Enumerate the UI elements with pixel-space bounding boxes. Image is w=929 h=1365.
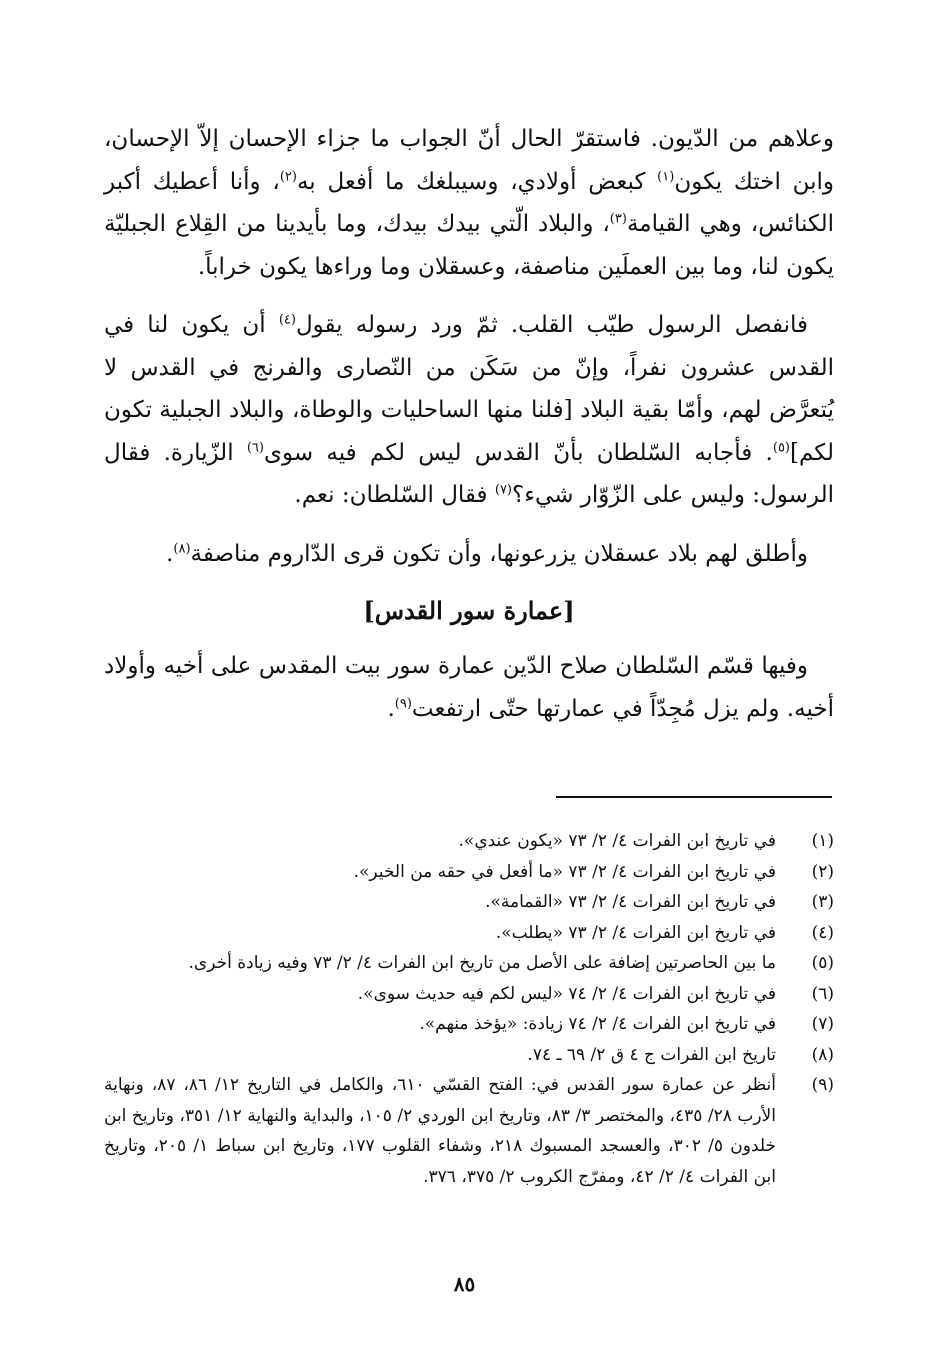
- footnote-ref: (٧): [494, 482, 512, 498]
- section-heading: [عمارة سور القدس]: [363, 596, 575, 625]
- text-run: الزّيارة. فقال الرسول: وليس على الزّوّار شيء؟: [104, 439, 834, 508]
- text-run: أن يكون لنا في القدس عشرون نفراً، وإنّ من سَكَن من النّصارى والفرنج في القدس لا يُتعرَّض لهم، وأمّا بقية البلاد [فلنا منها الساحليات والوطاة، والبلاد الجبلية تكون لكم]: [104, 312, 834, 466]
- text-run: وأطلق لهم بلاد عسقلان يزرعونها، وأن تكون قرى الدّاروم مناصفة: [190, 540, 808, 567]
- footnote-number: (٧): [811, 1014, 834, 1034]
- footnote-number: (٦): [811, 983, 834, 1004]
- footnote-ref: (٨): [173, 540, 191, 556]
- text-run: فانفصل الرسول طيّب القلب. ثمّ ورد رسوله يقول: [295, 312, 808, 338]
- footnote-ref: (٤): [278, 312, 296, 328]
- footnote: [104, 1070, 834, 1192]
- footnote-number: (٤): [811, 922, 834, 943]
- footnote: [104, 1009, 834, 1040]
- page-number: ٨٥: [453, 1272, 476, 1296]
- footnote-divider: [556, 796, 832, 798]
- footnote-ref: (٣): [609, 211, 627, 227]
- footnote: [104, 948, 834, 979]
- footnote-number: (٥): [811, 953, 834, 973]
- footnote-number: (١): [811, 831, 834, 851]
- footnote-ref: (١): [657, 168, 675, 184]
- footnote: [104, 979, 834, 1010]
- paragraph-2: [104, 304, 834, 517]
- footnote-text: في تاريخ ابن الفرات ٤/ ٢/ ٧٤ زيادة: «يؤخذ منهم».: [419, 1014, 776, 1034]
- text-run: .: [387, 695, 395, 722]
- main-text: [104, 118, 834, 746]
- footnote-ref: (٥): [772, 439, 790, 455]
- footnote-ref: (٩): [394, 695, 412, 711]
- footnote-ref: (٦): [246, 439, 264, 455]
- footnotes: [104, 826, 834, 1192]
- footnote: [104, 887, 834, 918]
- text-run: وفيها قسّم السّلطان صلاح الدّين عمارة سور بيت المقدس على أخيه وأولاد أخيه. ولم يزل مُجِدّاً في عمارتها حتّى ارتفعت: [104, 653, 834, 722]
- footnote: [104, 826, 834, 857]
- footnote-text: ما بين الحاصرتين إضافة على الأصل من تاريخ ابن الفرات ٤/ ٢/ ٧٣ وفيه زيادة أخرى.: [188, 953, 776, 973]
- footnote: [104, 1040, 834, 1071]
- text-run: . فأجابه السّلطان بأنّ القدس ليس لكم فيه سوى: [263, 439, 773, 466]
- footnote-ref: (٢): [279, 168, 297, 184]
- footnote-text: في تاريخ ابن الفرات ٤/ ٢/ ٧٤ «ليس لكم فيه حديث سوى».: [357, 983, 776, 1004]
- footnote-number: (٩): [811, 1075, 834, 1095]
- text-run: .: [166, 540, 174, 567]
- text-run: فقال السّلطان: نعم.: [294, 482, 495, 508]
- text-run: ، وأنا أعطيك أكبر الكنائس، وهي القيامة: [104, 168, 835, 237]
- footnote-number: (٨): [811, 1044, 834, 1065]
- text-run: وعلاهم من الدّيون. فاستقرّ الحال أنّ الجواب ما جزاء الإحسان إلاّ الإحسان، وابن اختك يكون: [104, 126, 835, 195]
- text-run: كبعض أولادي، وسيبلغك ما أفعل به: [296, 168, 658, 195]
- footnote-text: في تاريخ ابن الفرات ٤/ ٢/ ٧٣ «القمامة».: [485, 892, 776, 912]
- paragraph-4: [104, 645, 834, 730]
- footnote-text: في تاريخ ابن الفرات ٤/ ٢/ ٧٣ «يكون عندي».: [458, 831, 776, 851]
- paragraph-3: [104, 533, 834, 576]
- paragraph-1: [104, 118, 834, 288]
- footnote-number: (٢): [811, 861, 834, 882]
- footnote: [104, 857, 834, 888]
- footnote-text: تاريخ ابن الفرات ج ٤ ق ٢/ ٦٩ ـ ٧٤.: [527, 1044, 776, 1065]
- footnote-number: (٣): [811, 892, 834, 912]
- footnote-text: في تاريخ ابن الفرات ٤/ ٢/ ٧٣ «يطلب».: [495, 922, 776, 943]
- footnote-text: في تاريخ ابن الفرات ٤/ ٢/ ٧٣ «ما أفعل في حقه من الخير».: [353, 861, 776, 882]
- footnote-text: أنظر عن عمارة سور القدس في: الفتح القسّي ٦١٠، والكامل في التاريخ ١٢/ ٨٦، ٨٧، ونهاية الأرب ٢٨/ ٤٣٥، والمختصر ٣/ ٨٣، وتاريخ ابن الوردي ٢/ ١٠٥، والبداية والنهاية ١٢/ ٣٥١، وتاريخ ابن خلدون ٥/ ٣٠٢، والعسجد المسبوك ٢١٨، وشفاء القلوب ١٧٧، وتاريخ ابن سباط ١/ ٢٠٥، وتاريخ ابن الفرات ٤/ ٢/ ٤٢، ومفرّج الكروب ٢/ ٣٧٥، ٣٧٦.: [104, 1075, 777, 1187]
- text-run: ، والبلاد الّتي بيدك بيدك، وما بأيدينا من القِلاع الجبليّة يكون لنا، وما بين العملَين مناصفة، وعسقلان وما وراءها يكون خراباً.: [104, 211, 834, 280]
- footnote: [104, 918, 834, 949]
